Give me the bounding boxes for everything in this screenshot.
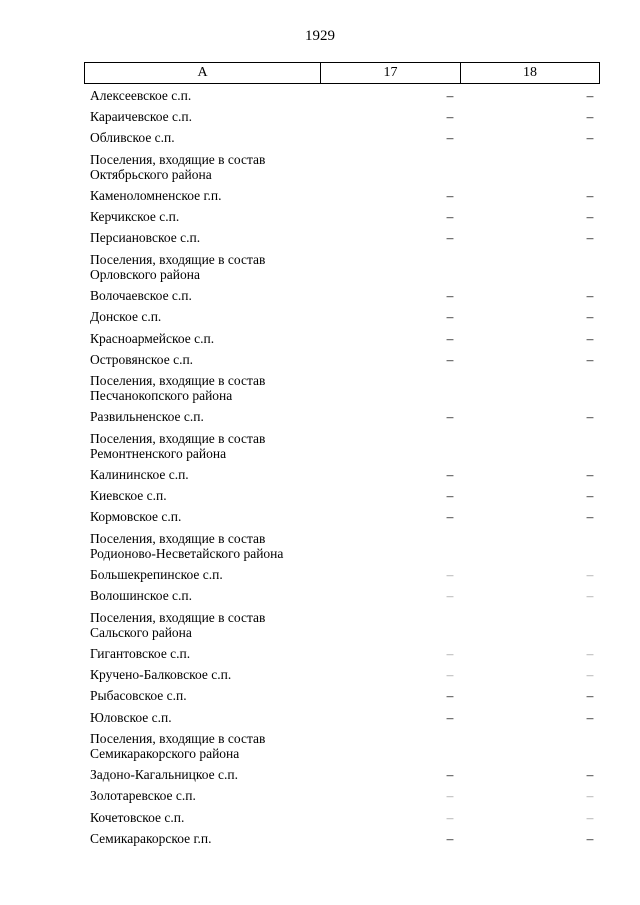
- value-col-17: –: [446, 409, 454, 425]
- value-col-18: –: [586, 330, 594, 346]
- settlement-name: Поселения, входящие в состав Песчанокопского района: [90, 372, 266, 403]
- settlement-name: Волошинское с.п.: [90, 588, 193, 604]
- section-heading-row: [90, 250, 600, 287]
- settlement-name: Поселения, входящие в состав Сальского района: [90, 609, 266, 640]
- value-col-17: –: [446, 351, 454, 367]
- settlement-name: Киевское с.п.: [90, 488, 167, 504]
- section-heading-row: [90, 729, 600, 766]
- table-row: [90, 786, 600, 807]
- table-row: [90, 565, 600, 586]
- settlement-name: Островянское с.п.: [90, 351, 194, 367]
- column-header-18: 18: [523, 65, 537, 80]
- value-col-17: –: [446, 230, 454, 246]
- value-col-18: –: [586, 309, 594, 325]
- column-header-17: 17: [321, 63, 461, 83]
- value-col-18: –: [586, 588, 594, 604]
- settlement-name: Персиановское с.п.: [90, 230, 201, 246]
- value-col-17: –: [446, 809, 454, 825]
- settlement-name: Красноармейское с.п.: [90, 330, 215, 346]
- value-col-17: –: [446, 767, 454, 783]
- settlement-name: Кормовское с.п.: [90, 509, 182, 525]
- table-row: [90, 307, 600, 328]
- value-col-18: –: [586, 509, 594, 525]
- table-row: [90, 507, 600, 528]
- value-col-17: –: [446, 709, 454, 725]
- settlement-name: Рыбасовское с.п.: [90, 688, 187, 704]
- value-col-18: –: [586, 288, 594, 304]
- table-row: [90, 128, 600, 149]
- settlement-name: Калининское с.п.: [90, 467, 189, 483]
- table-row: [90, 350, 600, 371]
- section-heading-row: [90, 429, 600, 466]
- value-col-18: –: [586, 809, 594, 825]
- value-col-17: –: [446, 588, 454, 604]
- settlement-name: Юловское с.п.: [90, 709, 172, 725]
- table-row: [90, 586, 600, 607]
- settlement-name: Задоно-Кагальницкое с.п.: [90, 767, 238, 783]
- value-col-18: –: [586, 109, 594, 125]
- value-col-17: –: [446, 209, 454, 225]
- value-col-18: –: [586, 567, 594, 583]
- table-row: [90, 286, 600, 307]
- settlement-name: Поселения, входящие в состав Орловского района: [90, 251, 266, 282]
- value-col-18: –: [586, 467, 594, 483]
- value-col-17: –: [446, 109, 454, 125]
- value-col-17: –: [446, 788, 454, 804]
- value-col-17: –: [446, 488, 454, 504]
- value-col-18: –: [586, 830, 594, 846]
- section-heading-row: [90, 529, 600, 566]
- settlement-name: Волочаевское с.п.: [90, 288, 192, 304]
- settlement-name: Поселения, входящие в состав Ремонтненского района: [90, 430, 266, 461]
- settlement-name: Обливское с.п.: [90, 130, 175, 146]
- column-header-a: А: [85, 63, 321, 83]
- table-header: [84, 62, 600, 84]
- settlement-name: Поселения, входящие в состав Семикаракорского района: [90, 730, 266, 761]
- table-row: [90, 708, 600, 729]
- value-col-17: –: [446, 667, 454, 683]
- table-row: [90, 644, 600, 665]
- value-col-18: –: [586, 667, 594, 683]
- value-col-17: –: [446, 830, 454, 846]
- settlement-name: Донское с.п.: [90, 309, 162, 325]
- value-col-18: –: [586, 351, 594, 367]
- page-number: 1929: [305, 28, 335, 44]
- settlement-name: Семикаракорское г.п.: [90, 830, 212, 846]
- value-col-18: –: [586, 709, 594, 725]
- value-col-17: –: [446, 688, 454, 704]
- value-col-18: –: [586, 409, 594, 425]
- value-col-18: –: [586, 488, 594, 504]
- value-col-18: –: [586, 688, 594, 704]
- value-col-17: –: [446, 88, 454, 103]
- settlement-name: Золотаревское с.п.: [90, 788, 196, 804]
- table-row: [90, 808, 600, 829]
- value-col-18: –: [586, 130, 594, 146]
- value-col-18: –: [586, 767, 594, 783]
- settlement-name: Поселения, входящие в состав Октябрьского района: [90, 151, 266, 182]
- section-heading-row: [90, 371, 600, 408]
- table-body: [90, 86, 600, 850]
- section-heading-row: [90, 608, 600, 645]
- settlement-name: Поселения, входящие в состав Родионово-Несветайского района: [90, 530, 284, 561]
- value-col-18: –: [586, 88, 594, 103]
- value-col-17: –: [446, 288, 454, 304]
- table-row: [90, 486, 600, 507]
- table-row: [90, 207, 600, 228]
- settlement-name: Кочетовское с.п.: [90, 809, 185, 825]
- value-col-18: –: [586, 209, 594, 225]
- settlement-name: Караичевское с.п.: [90, 109, 192, 125]
- table-row: [90, 829, 600, 850]
- value-col-17: –: [446, 567, 454, 583]
- value-col-18: –: [586, 646, 594, 661]
- value-col-17: –: [446, 188, 454, 204]
- value-col-18: –: [586, 788, 594, 804]
- value-col-17: –: [446, 646, 454, 661]
- value-col-17: –: [446, 509, 454, 525]
- settlement-name: Кручено-Балковское с.п.: [90, 667, 232, 683]
- value-col-18: –: [586, 188, 594, 204]
- table-row: [90, 465, 600, 486]
- value-col-17: –: [446, 330, 454, 346]
- value-col-17: –: [446, 309, 454, 325]
- table-row: [90, 228, 600, 249]
- table-row: [90, 186, 600, 207]
- value-col-18: –: [586, 230, 594, 246]
- settlement-name: Каменоломненское г.п.: [90, 188, 222, 204]
- settlement-name: Развильненское с.п.: [90, 409, 204, 425]
- settlement-name: Алексеевское с.п.: [90, 88, 192, 103]
- table-row: [90, 686, 600, 707]
- settlement-name: Большекрепинское с.п.: [90, 567, 223, 583]
- table-row: [90, 86, 600, 107]
- table-row: [90, 407, 600, 428]
- value-col-17: –: [446, 130, 454, 146]
- table-row: [90, 765, 600, 786]
- section-heading-row: [90, 150, 600, 187]
- value-col-17: –: [446, 467, 454, 483]
- settlement-name: Гигантовское с.п.: [90, 646, 191, 661]
- table-row: [90, 107, 600, 128]
- table-row: [90, 665, 600, 686]
- table-row: [90, 329, 600, 350]
- settlement-name: Керчикское с.п.: [90, 209, 180, 225]
